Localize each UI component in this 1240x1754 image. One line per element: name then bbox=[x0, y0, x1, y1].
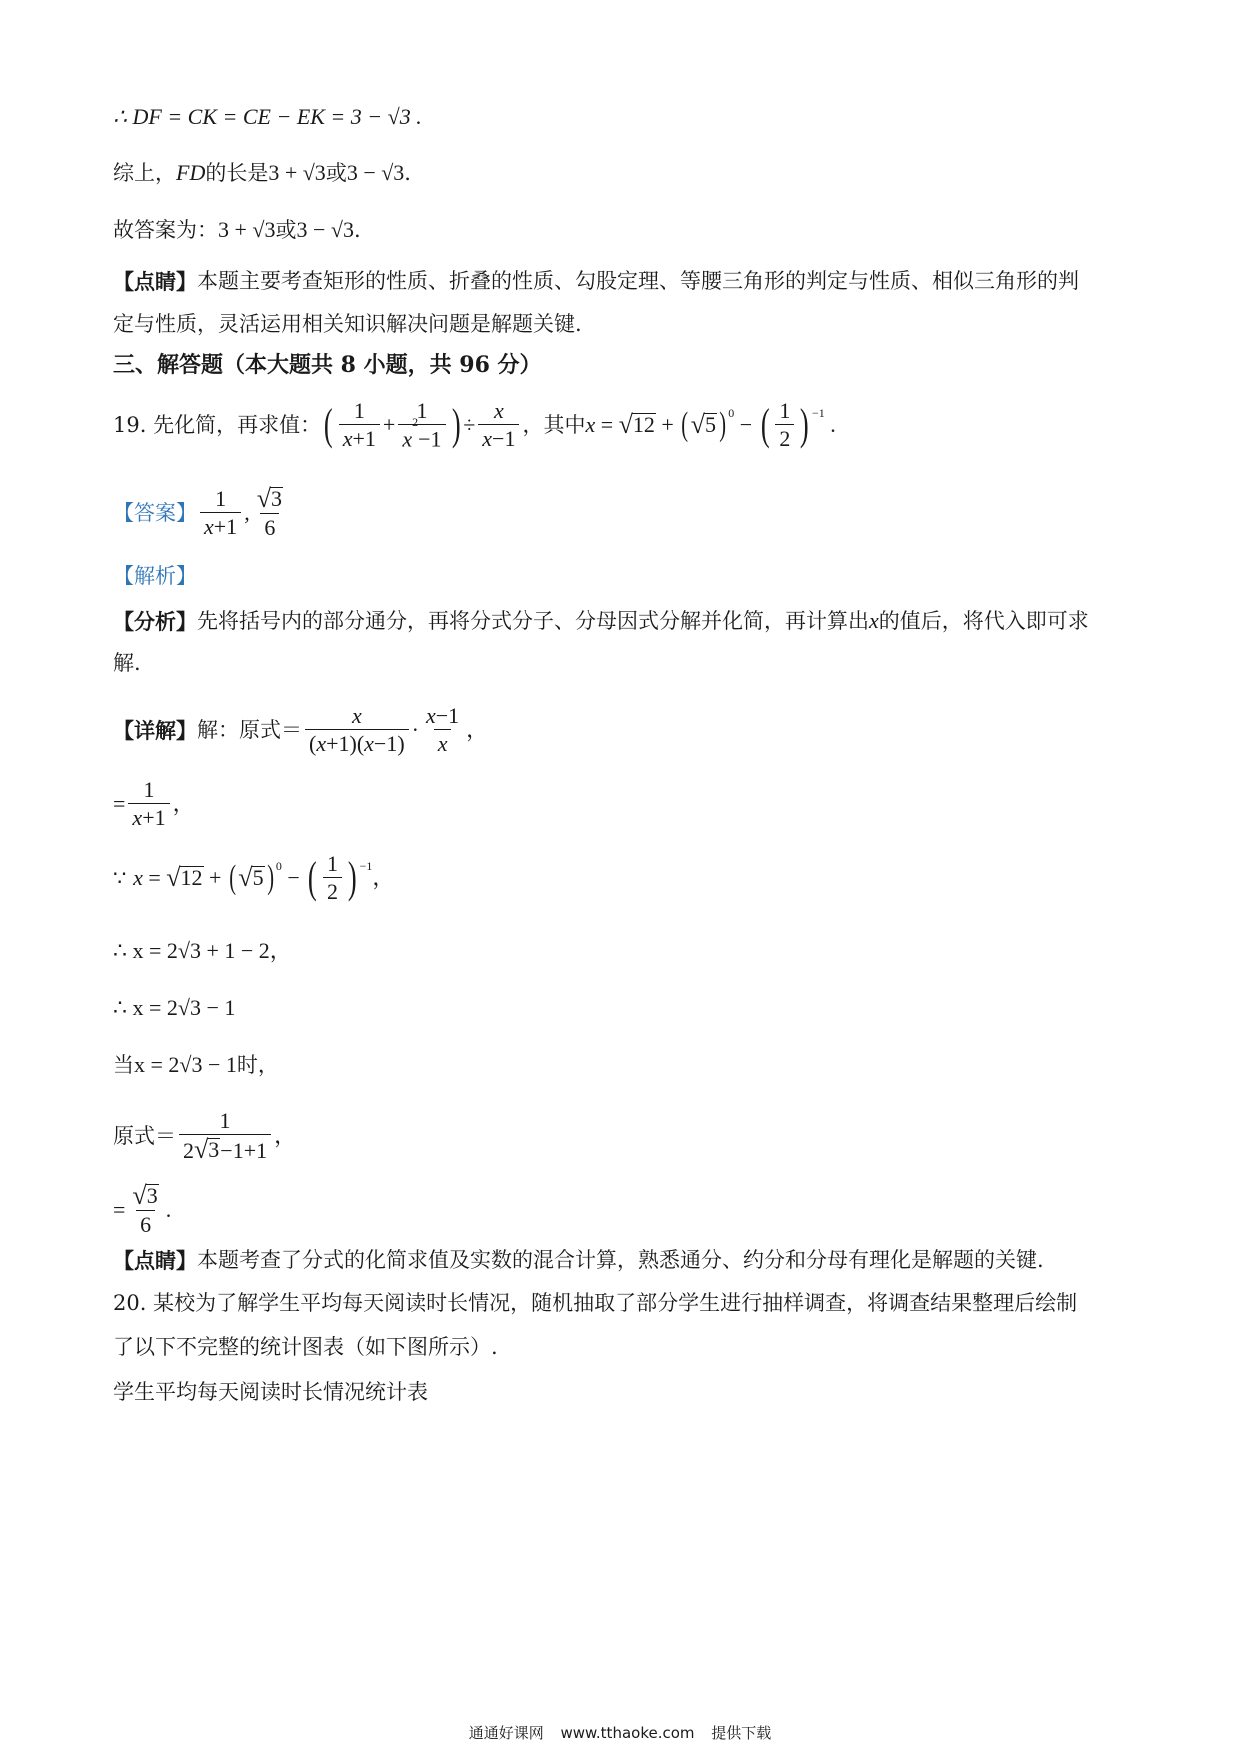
period: . bbox=[353, 217, 361, 242]
when-expression: x = 2√3 − 1 bbox=[134, 1052, 237, 1077]
fenxi-line-2 bbox=[113, 653, 141, 674]
fd-value-b: 3 − √3 bbox=[346, 160, 405, 185]
fenxi-x: x bbox=[869, 608, 879, 633]
summary-fd bbox=[113, 162, 411, 184]
orig-prefix: 原式＝ bbox=[113, 1123, 176, 1148]
or-word: 或 bbox=[275, 217, 297, 242]
therefore-2: ∴ x = 2√3 − 1 bbox=[113, 995, 236, 1020]
fenxi-tag: 【分析】 bbox=[113, 608, 197, 634]
question-19 bbox=[113, 395, 836, 455]
footer-download: 提供下载 bbox=[711, 1724, 772, 1742]
step-therefore-2 bbox=[113, 997, 235, 1019]
table-title-line bbox=[113, 1382, 428, 1403]
page-footer bbox=[0, 1722, 1240, 1743]
when-suffix: 时， bbox=[236, 1052, 279, 1077]
q19-where: ，其中 bbox=[522, 412, 586, 437]
fd-variable: FD bbox=[176, 160, 206, 185]
answer-value-a: 3 + √3 bbox=[218, 217, 276, 242]
when-prefix: 当 bbox=[113, 1052, 134, 1077]
dianjing-tag: 【点睛】 bbox=[113, 1248, 197, 1273]
jiexi-tag: 【解析】 bbox=[113, 564, 197, 588]
xiangjie-tag: 【详解】 bbox=[113, 717, 197, 743]
xiangjie-line bbox=[113, 702, 488, 758]
step-because bbox=[113, 848, 394, 908]
fenxi-text: 解. bbox=[113, 651, 141, 675]
df-equation: ∴ DF = CK = CE − EK = 3 − √3 . bbox=[113, 104, 422, 129]
fenxi-text: 的值后，将代入即可求 bbox=[878, 608, 1089, 633]
footer-url[interactable]: www.tthaoke.com bbox=[560, 1724, 695, 1742]
fd-value-a: 3 + √3 bbox=[268, 160, 326, 185]
answer-prefix: 故答案为： bbox=[113, 217, 218, 242]
answer-expression: $\frac{1}{x+1}$ , √ 3 6 bbox=[197, 487, 290, 539]
jiexi-line bbox=[113, 566, 197, 587]
answer-value-b: 3 − √3 bbox=[296, 217, 354, 242]
step-when bbox=[113, 1054, 279, 1076]
period: . bbox=[404, 160, 411, 185]
final-answer bbox=[113, 219, 361, 241]
question-20-line-1 bbox=[113, 1293, 1077, 1314]
summary-mid: 的长是 bbox=[205, 160, 269, 185]
section-heading bbox=[113, 354, 542, 376]
step-simplified: = $\frac{1}{x+1}$ ， bbox=[113, 777, 195, 830]
step-therefore-1 bbox=[113, 940, 292, 962]
footer-site: 通通好课网 bbox=[468, 1724, 544, 1742]
fenxi-line-1 bbox=[113, 610, 1089, 632]
dianjing-tag: 【点睛】 bbox=[113, 269, 197, 294]
dianjing-1-line-2 bbox=[113, 314, 582, 335]
q20-text: 20. 某校为了解学生平均每天阅读时长情况，随机抽取了部分学生进行抽样调查，将调查结果整理后绘制 bbox=[113, 1291, 1078, 1315]
q20-text: 了以下不完整的统计图表（如下图所示）. bbox=[113, 1335, 498, 1359]
summary-prefix: 综上， bbox=[113, 160, 176, 185]
or-word: 或 bbox=[325, 160, 347, 185]
step-substitute bbox=[113, 1108, 296, 1164]
therefore-1: ∴ x = 2√3 + 1 − 2， bbox=[113, 938, 292, 963]
dianjing-text: 本题考查了分式的化简求值及实数的混合计算，熟悉通分、约分和分母有理化是解题的关键. bbox=[197, 1248, 1044, 1272]
because-symbol: ∵ bbox=[113, 865, 127, 890]
q19-expression: ( $\frac{1}{x+1}$ + $\frac{1}{x^2-1}$ ) ÷ $\frac{x}{x-1}$ bbox=[321, 400, 522, 450]
table-title: 学生平均每天阅读时长情况统计表 bbox=[113, 1380, 428, 1404]
q19-x-definition: x = √ 12 + ( √ 5 ) $^0$ − ( $\frac{1}{2}$ ) $^{-1}$ . bbox=[585, 398, 836, 451]
substitute-expression: 1 2 √ 3 −1+1 ， bbox=[176, 1110, 296, 1162]
answer-line bbox=[113, 485, 290, 541]
xiangjie-expression: $\frac{x}{(x+1)(x-1)}$ · $\frac{x-1}{x}$ ， bbox=[302, 705, 488, 755]
dianjing-2 bbox=[113, 1250, 1044, 1271]
x-definition: x = √ 12 + ( √ 5 ) $^0$ − ( $\frac{1}{2}$ ) $^{-1}$ ， bbox=[133, 851, 395, 904]
xiangjie-prefix: 解：原式＝ bbox=[197, 717, 302, 742]
section-title: 三、解答题（本大题共 8 小题，共 96 分） bbox=[113, 352, 542, 378]
dianjing-1-line-1 bbox=[113, 271, 1079, 292]
conclusion-df bbox=[113, 106, 422, 128]
dianjing-text: 定与性质，灵活运用相关知识解决问题是解题关键. bbox=[113, 312, 582, 336]
answer-tag: 【答案】 bbox=[113, 500, 197, 525]
question-20-line-2 bbox=[113, 1337, 498, 1358]
dianjing-text: 本题主要考查矩形的性质、折叠的性质、勾股定理、等腰三角形的判定与性质、相似三角形的判 bbox=[197, 269, 1079, 293]
step-result: = √ 3 6 . bbox=[113, 1181, 172, 1237]
q19-label: 19. 先化简，再求值： bbox=[113, 412, 322, 437]
fenxi-text: 先将括号内的部分通分，再将分式分子、分母因式分解并化简，再计算出 bbox=[197, 608, 869, 633]
